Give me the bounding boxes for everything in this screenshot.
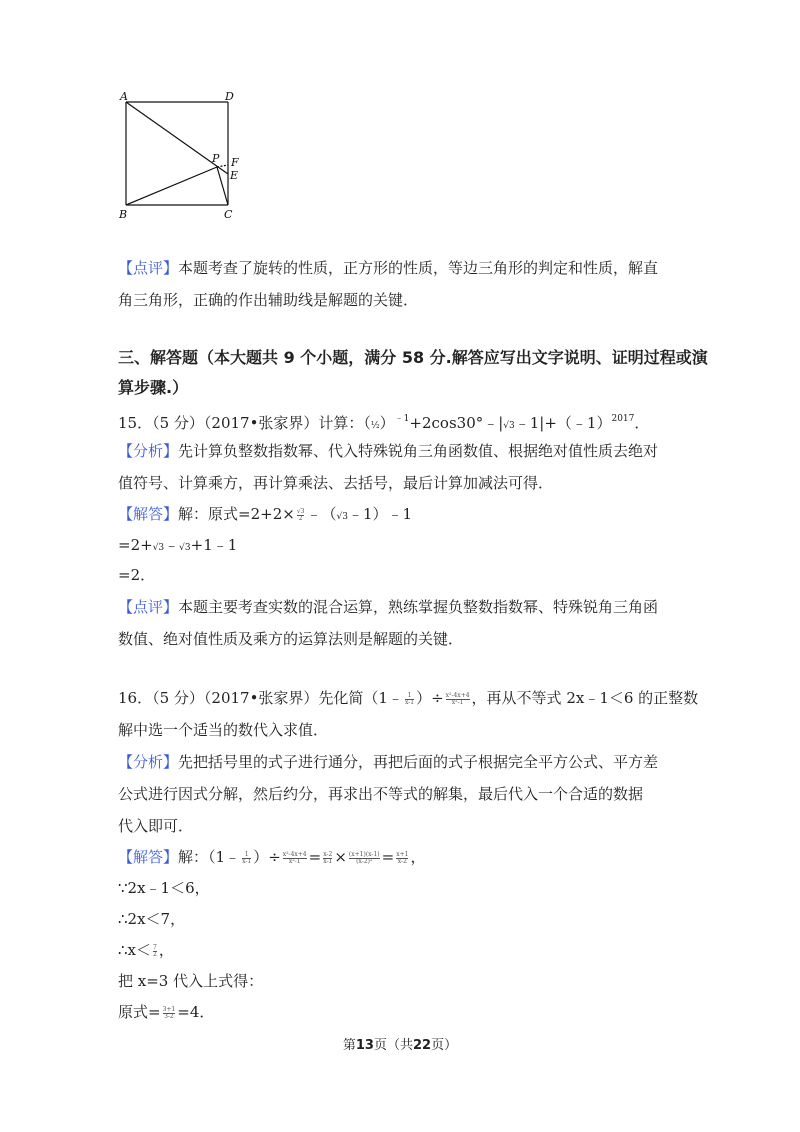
page-footer: 第13页（共22页） xyxy=(342,1038,458,1053)
current-page-number: 13 xyxy=(355,1038,374,1053)
comment-tag: 【点评】 xyxy=(118,259,179,277)
q15-comment-tag: 【点评】 xyxy=(118,598,179,616)
q15-analysis-tag: 【分析】 xyxy=(118,442,179,460)
q16-fraction-1-over-x-1: $\frac{1}{x-1}$ xyxy=(404,691,415,706)
q15-result: =2． xyxy=(118,566,156,584)
q15-comment-text-1: 本题主要考查实数的混合运算，熟练掌握负整数指数幂、特殊锐角三角函 xyxy=(178,598,659,616)
q15-solution-tail: ﹣1）﹣1 xyxy=(347,505,413,523)
q16-fraction-quadratic: $\frac{\text{x²-4x+4}}{\text{x²-1}}$ xyxy=(445,691,470,706)
q15-comment-text-2: 数值、绝对值性质及乘方的运算法则是解题的关键． xyxy=(118,630,464,648)
q15-step-2: =2+√3﹣√3+1﹣1 xyxy=(118,536,238,554)
label-P: P xyxy=(212,152,220,165)
q15-comment-line-2 xyxy=(118,629,463,649)
q15-stem xyxy=(118,409,649,436)
comment-text-2: 角三角形，正确的作出辅助线是解题的关键． xyxy=(118,291,419,309)
q15-solution-minus: ﹣（ xyxy=(306,505,337,523)
section-heading-text-1: 三、解答题（本大题共 9 个小题，满分 58 分.解答应写出文字说明、证明过程或演 xyxy=(118,348,708,367)
q15-half: ½ xyxy=(370,421,380,431)
q16-analysis-text-1: 先把括号里的式子进行通分，再把后面的式子根据完全平方公式、平方差 xyxy=(178,753,659,771)
q15-power-2017: 2017 xyxy=(611,414,635,424)
q15-fraction-sqrt3-over-2: $\frac{√3}{2}$ xyxy=(296,507,305,522)
q16-substitute: 把 x=3 代入上式得： xyxy=(118,972,264,990)
q15-exponent: ﹣1 xyxy=(394,414,410,424)
total-pages: 22 xyxy=(413,1038,432,1053)
comment-text-1: 本题考查了旋转的性质，正方形的性质，等边三角形的判定和性质，解直 xyxy=(178,259,659,277)
q16-analysis-text-3: 代入即可． xyxy=(118,817,194,835)
q16-therefore-1: ∴2x＜7， xyxy=(118,910,186,928)
label-D: D xyxy=(225,90,234,103)
q16-analysis-text-2: 公式进行因式分解，然后约分，再求出不等式的解集，最后代入一个合适的数据 xyxy=(118,785,644,803)
label-A: A xyxy=(120,90,128,103)
label-C: C xyxy=(224,208,233,221)
comment-line-1 xyxy=(118,258,658,278)
q15-solution-sqrt3: √3 xyxy=(336,512,348,522)
q15-paren: ） xyxy=(379,414,395,432)
q16-stem-line-2 xyxy=(118,720,328,740)
q16-stem-line-1: 16．（5 分）（2017•张家界）先化简（1﹣ $\frac{1}{x-1}$ ）÷ $\frac{\text{x²-4x+4}}{\text{x²-1}}$ ，再从不等式 2x﹣1＜6 的正整数 xyxy=(118,689,699,707)
q15-cos: +2cos30°﹣| xyxy=(409,414,504,432)
q15-solution-text: 解：原式=2+2× xyxy=(178,505,295,523)
square-geometry-figure xyxy=(110,90,250,230)
q16-solution-line: 【解答】解：（1﹣ $\frac{1}{x-1}$ ）÷ $\frac{\text{x²-4x+4}}{\text{x²-1}}$ = $\frac{x-2}{x-1}$ × $\frac{(x+1)(x-1)}{\text{(x-2)²}}$ = $\frac{x+1}{x-2}$ ， xyxy=(118,848,426,866)
q15-solution-line xyxy=(118,504,412,527)
section-heading-line-1 xyxy=(118,348,708,368)
q16-analysis-tag: 【分析】 xyxy=(118,753,179,771)
comment-line-2 xyxy=(118,290,418,310)
q16-solution-tag: 【解答】 xyxy=(118,848,179,866)
q16-analysis-line-2 xyxy=(118,784,643,804)
q15-step-3 xyxy=(118,565,155,585)
q15-analysis-text-2: 值符号、计算乘方，再计算乘法、去括号，最后计算加减法可得． xyxy=(118,474,554,492)
q15-stem-text: 15．（5 分）（2017•张家界）计算：（ xyxy=(118,414,371,432)
q16-analysis-line-1 xyxy=(118,752,658,772)
q15-analysis-line-2 xyxy=(118,473,553,493)
segment-BP xyxy=(126,167,217,205)
q15-solution-tag: 【解答】 xyxy=(118,505,179,523)
q15-period: ． xyxy=(634,414,650,432)
q16-stem-inequality: ，再从不等式 2x﹣1＜6 的正整数 xyxy=(471,689,699,707)
q15-analysis-text-1: 先计算负整数指数幂、代入特殊锐角三角函数值、根据绝对值性质去绝对 xyxy=(178,442,659,460)
label-E: E xyxy=(230,169,239,182)
label-F: F xyxy=(231,156,239,169)
segment-PF xyxy=(217,165,228,167)
section-heading-text-2: 算步骤.） xyxy=(118,378,189,397)
q16-result: 原式= $\frac{3+1}{3-2}$ =4． xyxy=(118,1003,215,1021)
q15-abs-tail: ﹣1|+（﹣1） xyxy=(514,414,612,432)
q16-because: ∵2x﹣1＜6， xyxy=(118,879,210,897)
q16-therefore-2: ∴x＜ $\frac{7}{2}$ ， xyxy=(118,941,174,959)
q15-comment-line-1 xyxy=(118,597,658,617)
section-heading-line-2 xyxy=(118,378,188,398)
q15-sqrt3: √3 xyxy=(503,421,515,431)
q16-stem-text: 16．（5 分）（2017•张家界）先化简（1﹣ xyxy=(118,689,403,707)
q15-analysis-line-1 xyxy=(118,441,658,461)
label-B: B xyxy=(119,208,128,221)
q16-stem-text-2: 解中选一个适当的数代入求值． xyxy=(118,721,329,739)
q16-analysis-line-3 xyxy=(118,816,193,836)
